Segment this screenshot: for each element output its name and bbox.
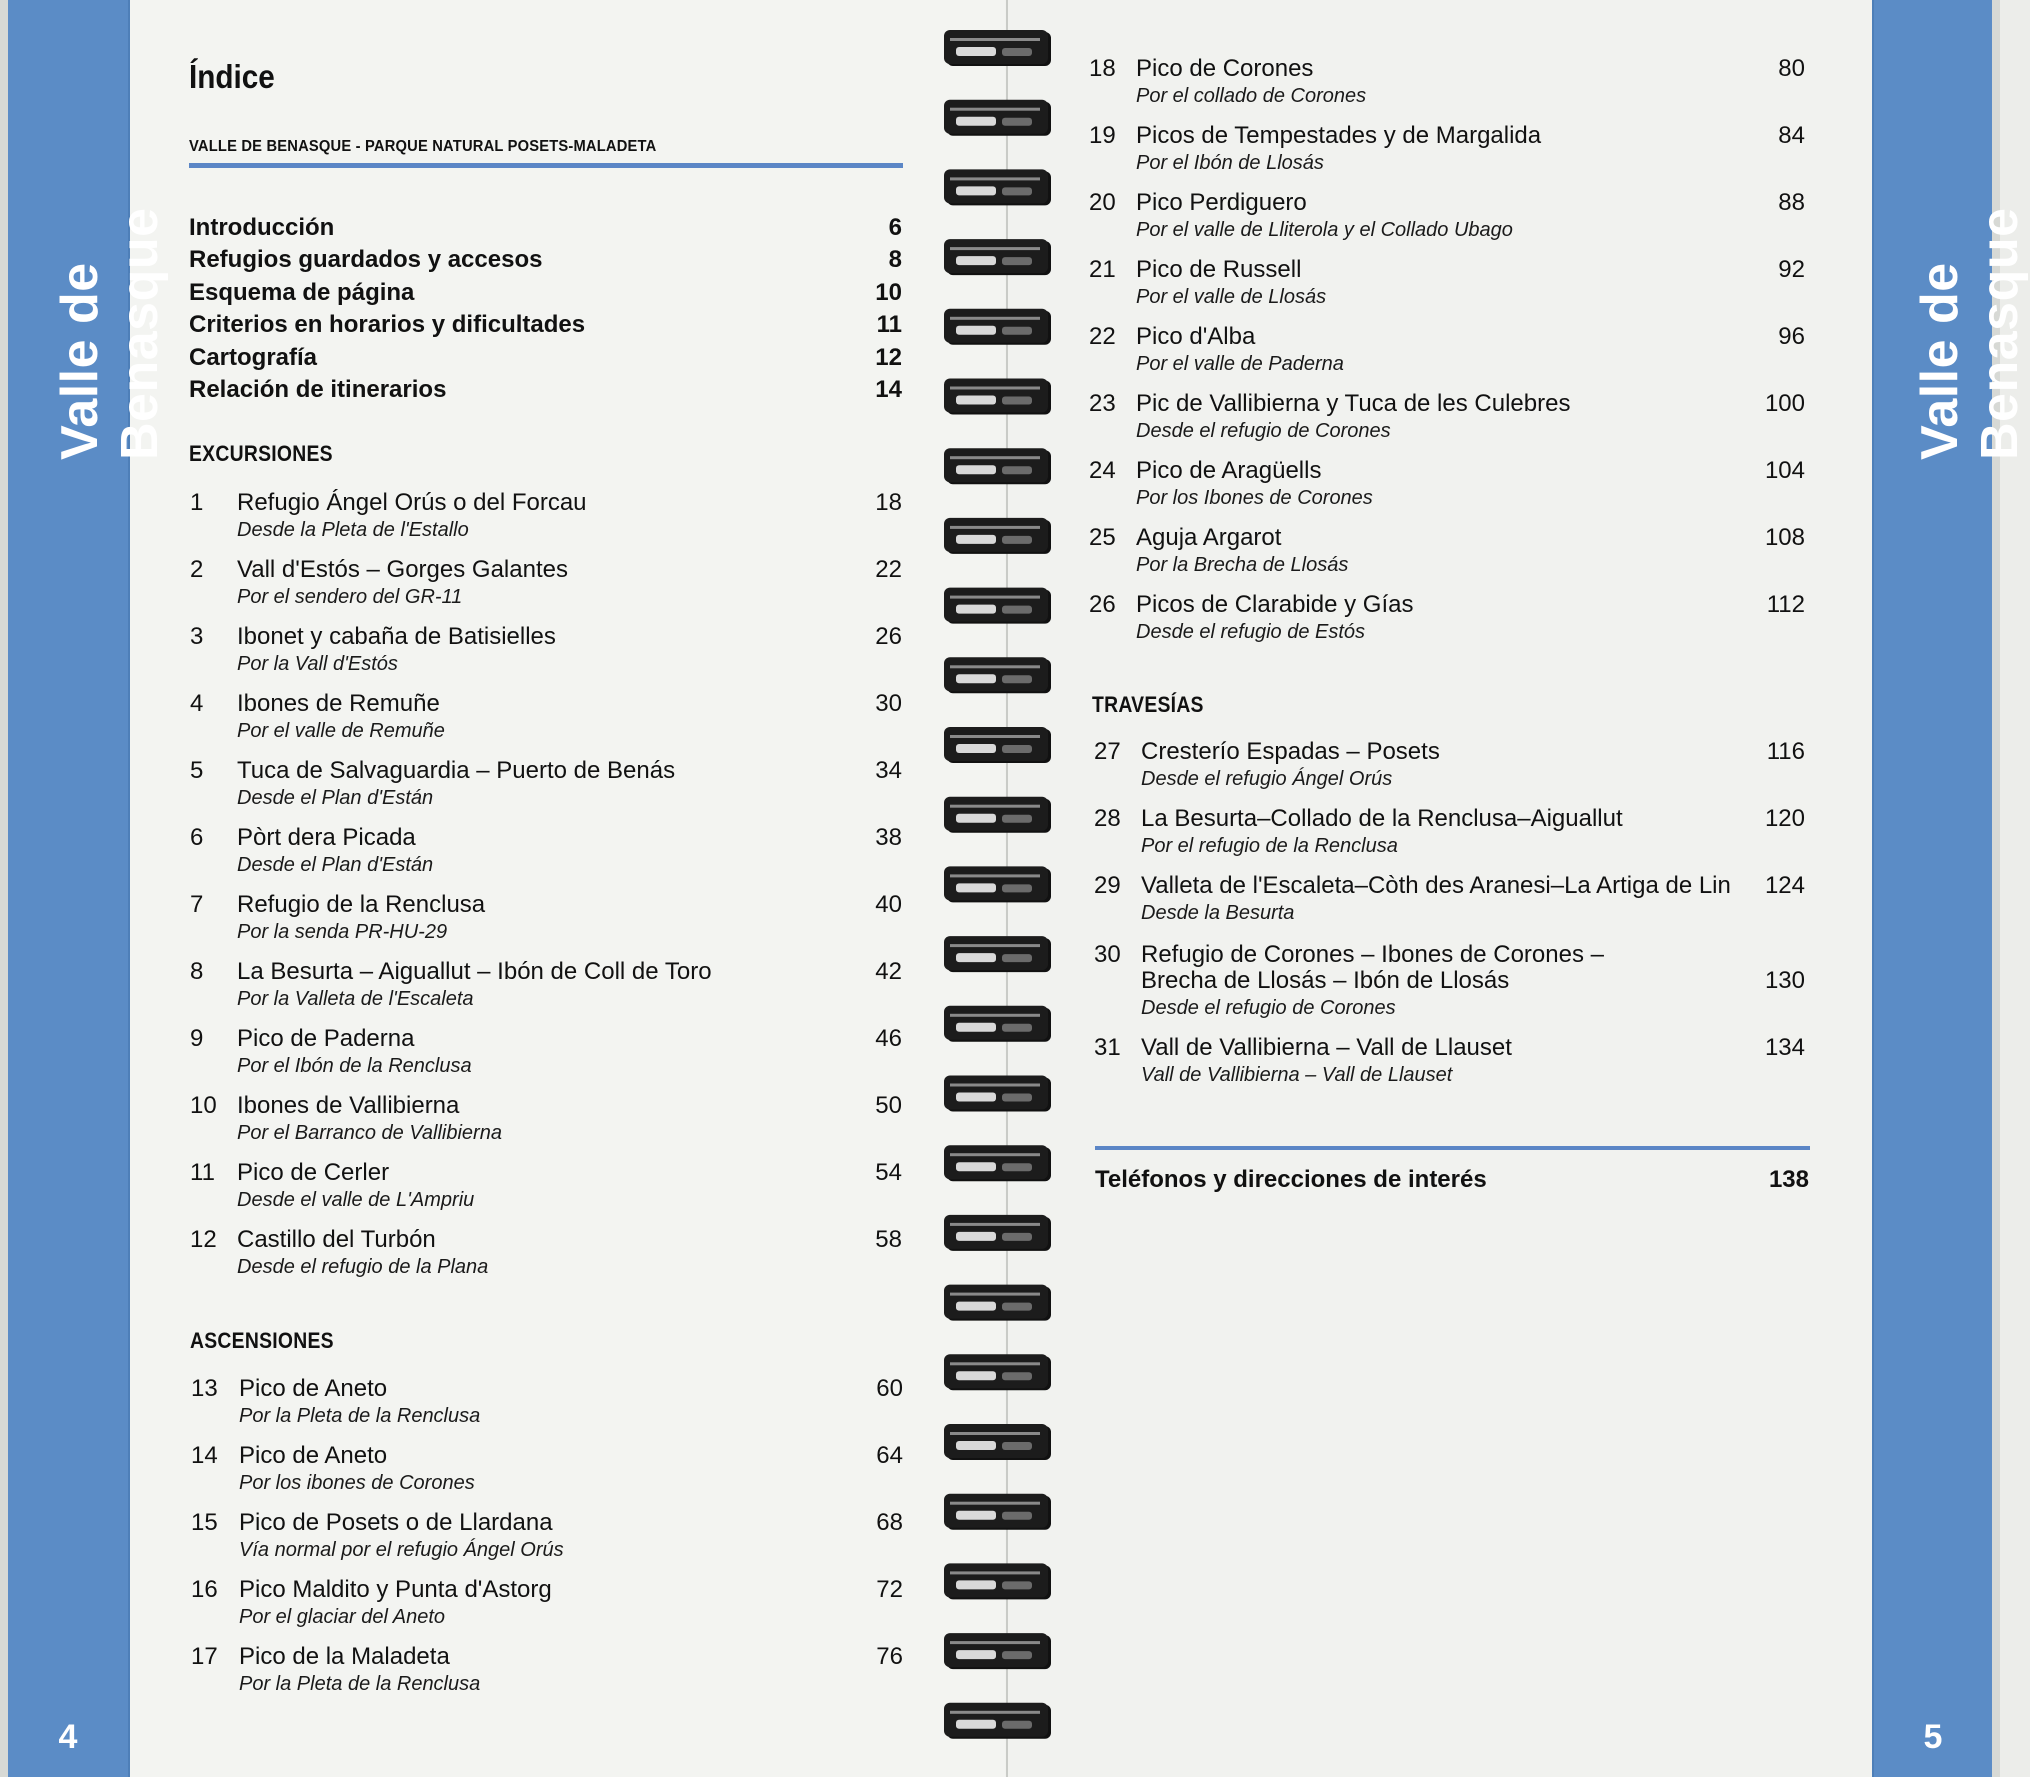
toc-entry[interactable]	[1089, 523, 1805, 585]
entry-number: 2	[190, 556, 204, 583]
entry-page: 26	[875, 623, 902, 650]
entry-title: Ibones de Vallibierna	[237, 1092, 460, 1119]
toc-entry[interactable]	[190, 555, 902, 617]
entry-number: 17	[191, 1643, 218, 1670]
spiral-coil	[944, 169, 1051, 205]
entry-route: Desde el refugio de Corones	[1136, 420, 1391, 442]
subtitle-rule	[189, 163, 903, 168]
entry-route: Por la Vall d'Estós	[237, 653, 398, 675]
front-matter-label: Refugios guardados y accesos	[189, 246, 543, 274]
spiral-coil	[944, 866, 1051, 902]
toc-entry[interactable]	[190, 622, 902, 684]
front-matter-label: Relación de itinerarios	[189, 375, 447, 403]
entry-number: 5	[190, 757, 204, 784]
toc-entry[interactable]	[190, 1091, 902, 1153]
entry-route: Por el valle de Llosás	[1136, 286, 1327, 308]
entry-number: 7	[190, 891, 204, 918]
entry-page: 100	[1764, 390, 1805, 417]
entry-title: Aguja Argarot	[1136, 524, 1282, 551]
entry-route: Por los Ibones de Corones	[1136, 487, 1373, 509]
entry-page: 18	[875, 489, 902, 516]
entry-title: Vall d'Estós – Gorges Galantes	[237, 556, 568, 583]
page-subtitle: VALLE DE BENASQUE - PARQUE NATURAL POSETS-MALADETA	[189, 138, 657, 155]
entry-title: Picos de Clarabide y Gías	[1136, 591, 1414, 618]
entry-route: Desde el valle de L'Ampriu	[237, 1189, 475, 1211]
entry-route: Por la Pleta de la Renclusa	[239, 1673, 481, 1695]
entry-route: Por el Ibón de Llosás	[1136, 152, 1324, 174]
front-matter-list	[189, 212, 902, 406]
spiral-coil	[944, 1494, 1051, 1530]
entry-title: Valleta de l'Escaleta–Còth des Aranesi–La Artiga de Lin	[1141, 872, 1731, 899]
left-side-band	[8, 0, 169, 1777]
entry-title: Refugio Ángel Orús o del Forcau	[237, 489, 587, 516]
toc-entry[interactable]	[1094, 940, 1805, 1019]
entry-number: 31	[1094, 1034, 1121, 1061]
entry-number: 1	[190, 489, 204, 516]
front-matter-row[interactable]	[189, 212, 902, 244]
page-title: Índice	[189, 58, 275, 95]
entry-number: 9	[190, 1025, 204, 1052]
entry-number: 24	[1089, 457, 1116, 484]
entry-page: 42	[875, 958, 902, 985]
entry-title: La Besurta–Collado de la Renclusa–Aiguallut	[1141, 805, 1623, 832]
entry-title: Pico d'Alba	[1136, 323, 1256, 350]
entry-page: 76	[876, 1643, 903, 1670]
entry-page: 40	[875, 891, 902, 918]
entry-page: 68	[876, 1509, 903, 1536]
spiral-coil	[944, 309, 1051, 345]
entry-title: Cresterío Espadas – Posets	[1141, 738, 1440, 765]
entry-route: Por el refugio de la Renclusa	[1141, 835, 1398, 857]
entry-route: Vall de Vallibierna – Vall de Llauset	[1141, 1064, 1453, 1086]
entry-title: La Besurta – Aiguallut – Ibón de Coll de Toro	[237, 958, 712, 985]
toc-entry[interactable]	[1089, 188, 1805, 250]
entry-number: 18	[1089, 55, 1116, 82]
entry-route: Por la senda PR-HU-29	[237, 921, 448, 943]
toc-entry[interactable]	[190, 823, 902, 885]
entry-title: Pico Maldito y Punta d'Astorg	[239, 1576, 552, 1603]
entry-number: 23	[1089, 390, 1116, 417]
entry-route: Por el glaciar del Aneto	[239, 1606, 446, 1628]
left-page	[0, 0, 1005, 1777]
toc-entry[interactable]	[1094, 737, 1805, 799]
entry-route: Desde la Besurta	[1141, 902, 1295, 924]
toc-entry[interactable]	[190, 957, 902, 1019]
spiral-coil	[944, 936, 1051, 972]
toc-entry[interactable]	[1094, 871, 1805, 933]
entry-title: Ibones de Remuñe	[237, 690, 440, 717]
entry-number: 28	[1094, 805, 1121, 832]
entry-number: 27	[1094, 738, 1121, 765]
toc-entry[interactable]	[190, 890, 902, 952]
front-matter-page: 8	[888, 246, 902, 274]
entry-route: Desde el Plan d'Están	[237, 787, 434, 809]
entry-page: 104	[1764, 457, 1805, 484]
entry-route: Vía normal por el refugio Ángel Orús	[239, 1539, 564, 1561]
toc-entry[interactable]	[190, 689, 902, 751]
entry-title: Pico de Russell	[1136, 256, 1302, 283]
toc-entry[interactable]	[1089, 389, 1805, 451]
spiral-coil	[944, 30, 1051, 66]
entry-title: Refugio de la Renclusa	[237, 891, 486, 918]
entry-route: Por la Brecha de Llosás	[1136, 554, 1349, 576]
entry-title: Pico de la Maladeta	[239, 1643, 450, 1670]
toc-entry[interactable]	[191, 1642, 903, 1704]
entry-title: Castillo del Turbón	[237, 1226, 436, 1253]
spiral-coil	[944, 797, 1051, 833]
entry-title: Pico de Aneto	[239, 1375, 388, 1402]
front-matter-page: 11	[876, 311, 902, 339]
entry-number: 22	[1089, 323, 1116, 350]
entry-number: 30	[1094, 941, 1121, 968]
left-band-title: Valle de Benasque	[51, 207, 169, 460]
entry-number: 16	[191, 1576, 218, 1603]
entry-page: 30	[875, 690, 902, 717]
entry-route: Desde el Plan d'Están	[237, 854, 434, 876]
entry-title: Ibonet y cabaña de Batisielles	[237, 623, 556, 650]
entry-number: 3	[190, 623, 204, 650]
toc-entry[interactable]	[1089, 121, 1805, 183]
entry-page: 92	[1778, 256, 1805, 283]
entry-number: 29	[1094, 872, 1121, 899]
entry-title: Pòrt dera Picada	[237, 824, 416, 851]
entry-title: Vall de Vallibierna – Vall de Llauset	[1141, 1034, 1512, 1061]
right-page-number: 5	[1923, 1718, 1943, 1756]
entry-page: 120	[1764, 805, 1805, 832]
entry-route: Desde la Pleta de l'Estallo	[237, 519, 469, 541]
front-matter-label: Cartografía	[189, 343, 318, 371]
entry-page: 88	[1778, 189, 1805, 216]
front-matter-page: 10	[875, 278, 902, 306]
entry-number: 26	[1089, 591, 1116, 618]
left-page-number: 4	[58, 1718, 78, 1756]
left-page-edge	[0, 0, 8, 1777]
front-matter-page: 12	[875, 343, 902, 371]
entry-route: Por el sendero del GR-11	[237, 586, 463, 608]
spiral-coil	[944, 239, 1051, 275]
front-matter-label: Introducción	[189, 214, 335, 241]
entry-route: Desde el refugio Ángel Orús	[1141, 768, 1393, 790]
section-heading-excursiones: EXCURSIONES	[189, 441, 333, 466]
front-matter-page: 6	[888, 214, 902, 241]
entry-title: Refugio de Corones – Ibones de Corones –	[1141, 941, 1604, 968]
entry-route: Por la Pleta de la Renclusa	[239, 1405, 481, 1427]
entry-page: 130	[1764, 967, 1805, 994]
entry-route: Por el valle de Lliterola y el Collado Ubago	[1136, 219, 1513, 241]
entry-page: 134	[1764, 1034, 1805, 1061]
entry-page: 50	[875, 1092, 902, 1119]
entry-page: 34	[875, 757, 902, 784]
entry-title: Picos de Tempestades y de Margalida	[1136, 122, 1542, 149]
entry-page: 72	[876, 1576, 903, 1603]
spiral-coil	[944, 727, 1051, 763]
spiral-coil	[944, 588, 1051, 624]
front-matter-row[interactable]	[189, 374, 902, 406]
entry-number: 6	[190, 824, 204, 851]
toc-entry[interactable]	[191, 1575, 903, 1637]
entry-page: 112	[1766, 591, 1805, 618]
toc-entry[interactable]	[191, 1374, 903, 1436]
entry-number: 12	[190, 1226, 217, 1253]
spiral-coil	[944, 518, 1051, 554]
phones-page: 138	[1768, 1166, 1809, 1193]
spiral-coil	[944, 657, 1051, 693]
phones-row[interactable]	[1095, 1166, 1809, 1194]
front-matter-page: 14	[875, 375, 902, 403]
entry-title: Pic de Vallibierna y Tuca de les Culebres	[1136, 390, 1571, 417]
section-heading-travesias: TRAVESÍAS	[1092, 692, 1204, 717]
entry-number: 8	[190, 958, 204, 985]
entry-page: 80	[1778, 55, 1805, 82]
spiral-coil	[944, 379, 1051, 415]
entry-number: 11	[190, 1159, 215, 1186]
entry-number: 4	[190, 690, 204, 717]
spiral-coil	[944, 1215, 1051, 1251]
toc-entry[interactable]	[190, 1225, 902, 1287]
front-matter-row[interactable]	[189, 342, 902, 374]
entry-number: 25	[1089, 524, 1116, 551]
toc-entry[interactable]	[1089, 590, 1805, 652]
toc-entry[interactable]	[1089, 54, 1805, 116]
toc-entry[interactable]	[1094, 1033, 1805, 1095]
entry-page: 46	[875, 1025, 902, 1052]
entry-title-continued: Brecha de Llosás – Ibón de Llosás	[1141, 967, 1510, 994]
entry-route: Por el valle de Remuñe	[237, 720, 445, 742]
entry-route: Desde el refugio de la Plana	[237, 1256, 489, 1278]
toc-entry[interactable]	[191, 1441, 903, 1503]
entry-page: 96	[1778, 323, 1805, 350]
spiral-coil	[944, 1424, 1051, 1460]
entry-number: 21	[1089, 256, 1116, 283]
entry-route: Por el collado de Corones	[1136, 85, 1367, 107]
entry-page: 54	[875, 1159, 902, 1186]
entry-title: Pico de Aragüells	[1136, 457, 1322, 484]
entry-title: Pico de Paderna	[237, 1025, 415, 1052]
toc-entry[interactable]	[1089, 255, 1805, 317]
entry-number: 20	[1089, 189, 1116, 216]
spiral-coil	[944, 448, 1051, 484]
entry-route: Por el valle de Paderna	[1136, 353, 1344, 375]
entry-page: 124	[1764, 872, 1805, 899]
entry-route: Por el Ibón de la Renclusa	[237, 1055, 472, 1077]
phones-label: Teléfonos y direcciones de interés	[1095, 1166, 1487, 1193]
toc-entry[interactable]	[190, 756, 902, 818]
toc-entry[interactable]	[191, 1508, 903, 1570]
section-heading-ascensiones: ASCENSIONES	[190, 1328, 334, 1353]
entry-route: Por el Barranco de Vallibierna	[237, 1122, 502, 1144]
front-matter-row[interactable]	[189, 244, 902, 276]
front-matter-label: Criterios en horarios y dificultades	[189, 311, 586, 339]
entry-page: 38	[875, 824, 902, 851]
entry-route: Desde el refugio de Estós	[1136, 621, 1366, 643]
spiral-coil	[944, 100, 1051, 136]
spiral-coil	[944, 1703, 1051, 1739]
toc-entry[interactable]	[1089, 456, 1805, 518]
entry-number: 10	[190, 1092, 217, 1119]
front-matter-row[interactable]	[189, 277, 902, 309]
entry-page: 58	[875, 1226, 902, 1253]
right-side-band	[1872, 0, 2029, 1777]
spiral-coil	[944, 1006, 1051, 1042]
footer-rule	[1095, 1146, 1810, 1150]
front-matter-label: Esquema de página	[189, 278, 415, 306]
spiral-coil	[944, 1285, 1051, 1321]
entry-page: 60	[876, 1375, 903, 1402]
spiral-coil	[944, 1633, 1051, 1669]
toc-entry[interactable]	[190, 1158, 902, 1220]
entry-number: 13	[191, 1375, 218, 1402]
toc-entry[interactable]	[190, 488, 902, 550]
spiral-coil	[944, 1076, 1051, 1112]
spiral-coil	[944, 1145, 1051, 1181]
toc-entry[interactable]	[1089, 322, 1805, 384]
entry-title: Pico de Cerler	[237, 1159, 390, 1186]
entry-page: 108	[1764, 524, 1805, 551]
entry-title: Pico de Posets o de Llardana	[239, 1509, 553, 1536]
front-matter-row[interactable]	[189, 309, 902, 341]
entry-number: 15	[191, 1509, 218, 1536]
toc-entry[interactable]	[1094, 804, 1805, 866]
spiral-coil	[944, 1354, 1051, 1390]
entry-page: 84	[1778, 122, 1805, 149]
right-band-title: Valle de Benasque	[1911, 207, 2029, 460]
entry-title: Tuca de Salvaguardia – Puerto de Benás	[237, 757, 676, 784]
entry-page: 64	[876, 1442, 903, 1469]
entry-number: 19	[1089, 122, 1116, 149]
entry-title: Pico Perdiguero	[1136, 189, 1307, 216]
entry-route: Desde el refugio de Corones	[1141, 997, 1396, 1019]
entry-number: 14	[191, 1442, 218, 1469]
entry-page: 116	[1766, 738, 1805, 765]
entry-page: 22	[875, 556, 902, 583]
entry-title: Pico de Corones	[1136, 55, 1314, 82]
toc-entry[interactable]	[190, 1024, 902, 1086]
spiral-binding	[944, 0, 1064, 1777]
entry-route: Por los ibones de Corones	[239, 1472, 475, 1494]
spiral-coil	[944, 1563, 1051, 1599]
entry-route: Por la Valleta de l'Escaleta	[237, 988, 474, 1010]
entry-title: Pico de Aneto	[239, 1442, 388, 1469]
